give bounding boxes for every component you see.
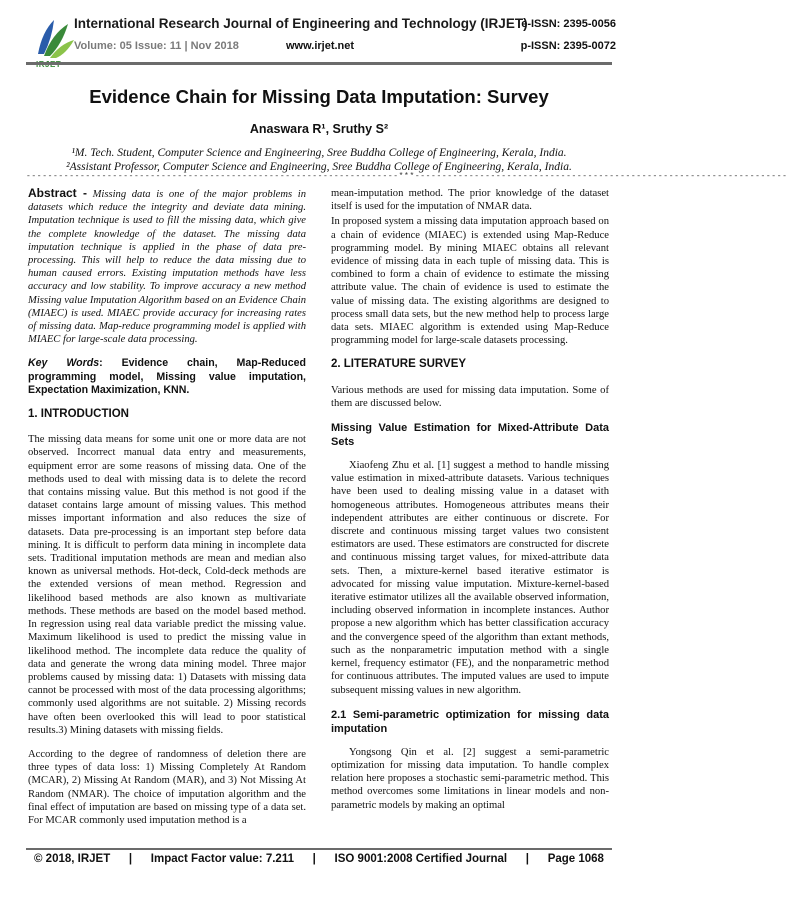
irjet-logo-icon [30,14,78,66]
section-separator: ---------------------------------------------------------------------***--------------------------------------------------------------------- [26,172,788,181]
intro-paragraph-2: According to the degree of randomness of deletion there are three types of data loss: 1) Missing Completely At Random (MCAR), 2) Missing At Random (MAR), and 3) Not Missing At Random (NMAR). The choice of imputation algorithm and the final effect of imputation are based on missing type of a data set. For MCAR commonly used imputation method is a [28,748,306,826]
paper-authors: Anaswara R¹, Sruthy S² [249,122,389,136]
abstract [28,187,306,346]
footer-separator: | [128,853,133,865]
journal-header [0,0,638,78]
logo-label: IRJET [36,60,62,69]
footer-iso: ISO 9001:2008 Certified Journal [334,853,508,865]
page-footer [34,853,604,865]
abstract-text: Missing data is one of the major problems in datasets which reduce the integrity and deviate data mining. Imputation technique is used to fill the missing data, which give the complete knowledge of the dataset. The missing data imputation technique is applied in the phase of data pre-processing. This will help to reduce the data missing due to human caused errors. Existing imputation methods have less accuracy and low stability. To improve accuracy a new method Missing value Imputation Algorithm based on an Evidence Chain (MIAEC) is used. MIAEC provide accuracy for increasing rates of missing data. Map-reduce programming model is applied with MIAEC for large-scale data processing. [28,189,306,346]
footer-separator: | [312,853,316,865]
affiliation-1: ¹M. Tech. Student, Computer Science and Engineering, Sree Buddha College of Engineering, Kerala, India. [71,147,567,159]
intro-heading: 1. INTRODUCTION [28,408,129,421]
p-issn: p-ISSN: 2395-0072 [520,40,616,52]
abstract-label: Abstract - [28,186,87,200]
subsection-2-heading: 2.1 Semi-parametric optimization for missing data imputation [331,708,609,735]
footer-copyright: © 2018, IRJET [34,853,111,865]
right-paragraph-2: In proposed system a missing data imputation approach based on a chain of evidence (MIAEC) is extended using Map-Reduce programming model. By mining MIAEC obtains all relevant evidence of missing data in each tuple of missing data. This is combined to form a chain of evidence to estimate the missing attribute value. The chain of evidence is used to estimate the value of missing data. The existing algorithms are designed to process small data sets, but the new method help to process large data sets. MIAEC algorithm is extended using Map-Reduce programming model for large-scale datasets processing. [331,216,609,347]
subsection-1-paragraph: Xiaofeng Zhu et al. [1] suggest a method to handle missing value estimation in mixed-attribute datasets. Various techniques have been used to dealing missing value in a dataset with homogeneous attributes. Homogeneous attributes means their independent attributes are either continuous or discrete. For discrete and continuous missing target values two consistent estimators are used. These estimators are constructed for discrete and continuous missing target values, for mixed-attribute data sets. Then, a mixture-kernel based iterative estimator is advocated for missing value imputation. Mixture-kernel-based iterative estimator utilizes all the available observed information, including observed information in incomplete instances. Author propose a new algorithm which has better classification accuracy and the convergence speed of the algorithm than extant methods, such as the nonparametric imputation method with a single kernel, frequency estimator (FE), and the nonparametric method for continuous attributes. The imputed values are used to impute subsequent missing values in new algorithm. [331,460,609,696]
footer-separator: | [525,853,530,865]
footer-page-number: Page 1068 [547,853,604,865]
volume-issue: Volume: 05 Issue: 11 | Nov 2018 [74,40,239,52]
header-rule [26,62,612,65]
literature-heading: 2. LITERATURE SURVEY [331,358,467,371]
keywords [28,357,306,397]
footer-impact-factor: Impact Factor value: 7.211 [150,853,294,865]
journal-website: www.irjet.net [286,40,355,52]
e-issn: e-ISSN: 2395-0056 [521,18,616,30]
subsection-1-heading: Missing Value Estimation for Mixed-Attribute Data Sets [331,422,609,449]
journal-name: International Research Journal of Engineering and Technology (IRJET) [74,16,528,31]
keywords-label: Key Words [28,357,100,370]
paper-title: Evidence Chain for Missing Data Imputation: Survey [89,86,549,107]
left-column [28,187,306,838]
literature-intro: Various methods are used for missing data imputation. Some of them are discussed below. [331,384,609,409]
right-paragraph-1: mean-imputation method. The prior knowledge of the dataset itself is used for the imputation of NMAR data. [331,188,609,213]
affiliation-2: ²Assistant Professor, Computer Science and Engineering, Sree Buddha College of Engineering, Kerala, India. [66,161,572,173]
footer-rule [26,848,612,850]
intro-paragraph-1: The missing data means for some unit one or more data are not observed. Incorrect manual data entry and measurements, equipment error are some reasons of missing data. One of the methods used to deal with missing data is to delete the record that contains missing value. But this method is not good if the dataset contains large amount of missing values. This method misses important information and also reduces the size of datasets. Data pre-processing is an important step before data mining. It is difficult to perform data mining in incomplete data sets. Traditional imputation methods are mean and median also known as universal methods. Hot-deck, Cold-deck methods are the extended versions of mean method. Regression and likelihood based methods are also known as multivariate methods. These methods are based on the model based method. In regression using real data variable predict the missing value. Maximum likelihood is used to predict the missing value in likelihood method. The incomplete data reduce the quality of data and generate the wrong data mining model. Three major problems caused by missing data: 1) Datasets with missing data cannot be processed with most of the data processing algorithms; commonly used algorithms are not suitable. 2) Missing records have often been overlooked this will lead to poor statistical results.3) Mining datasets with missing fields. [28,434,306,736]
right-column [331,187,609,823]
keywords-text: : Evidence chain, Map-Reduced programming model, Missing value imputation, Expectation Maximization, KNN. [28,357,306,396]
subsection-2-paragraph: Yongsong Qin et al. [2] suggest a semi-parametric optimization for missing data imputation. To handle complex relation here proposes a stochastic semi-parametric method. This method overcomes some limitations in linear models and non-parametric models by making an optimal [331,746,609,811]
